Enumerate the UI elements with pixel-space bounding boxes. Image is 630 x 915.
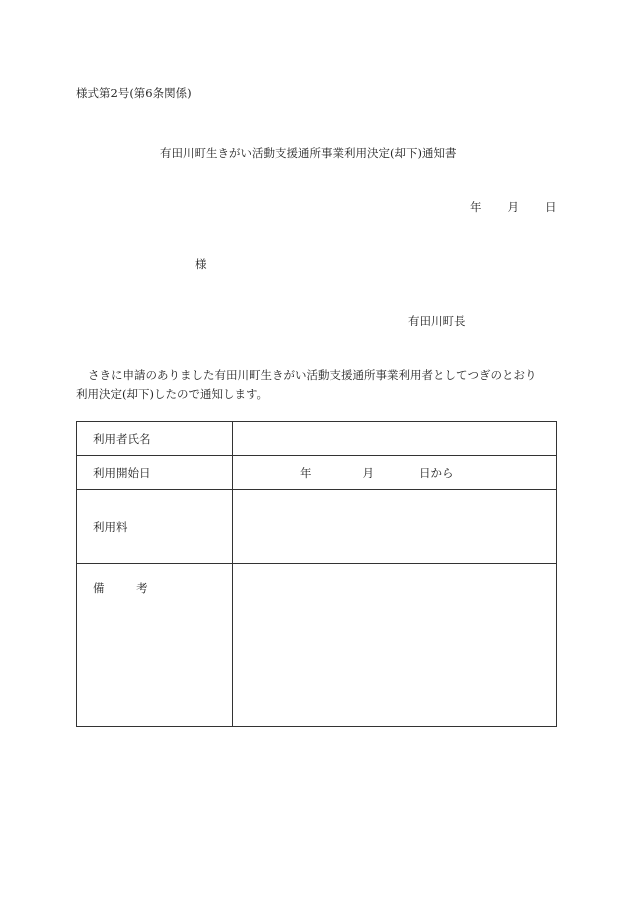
start-day-from: 日から [419,465,454,480]
remarks-label: 備 考 [93,581,162,595]
body-line-2: 利用決定(却下)したので通知します。 [76,387,269,401]
date-day: 日 [545,200,557,214]
recipient-suffix: 様 [195,257,207,271]
table-row-remarks [77,564,557,727]
info-table [76,421,557,727]
remarks-cell [233,564,557,727]
start-year: 年 [300,465,312,480]
date-line [470,199,557,215]
start-date-label: 利用開始日 [77,456,233,490]
start-month: 月 [362,465,374,480]
issuer: 有田川町長 [408,314,466,328]
body-text [76,366,558,404]
user-name-cell [233,422,557,456]
user-name-label: 利用者氏名 [77,422,233,456]
table-row-fee [77,490,557,564]
remarks-label-cell [77,564,233,727]
fee-label: 利用料 [77,490,233,564]
body-line-1: さきに申請のありました有田川町生きがい活動支援通所事業利用者としてつぎのとおり [88,368,537,382]
table-row-user-name [77,422,557,456]
table-row-start-date [77,456,557,490]
form-number: 様式第2号(第6条関係) [76,86,192,100]
start-date-cell [233,456,557,490]
document-title: 有田川町生きがい活動支援通所事業利用決定(却下)通知書 [160,146,457,160]
date-year: 年 [470,200,482,214]
fee-cell [233,490,557,564]
date-month: 月 [507,200,519,214]
